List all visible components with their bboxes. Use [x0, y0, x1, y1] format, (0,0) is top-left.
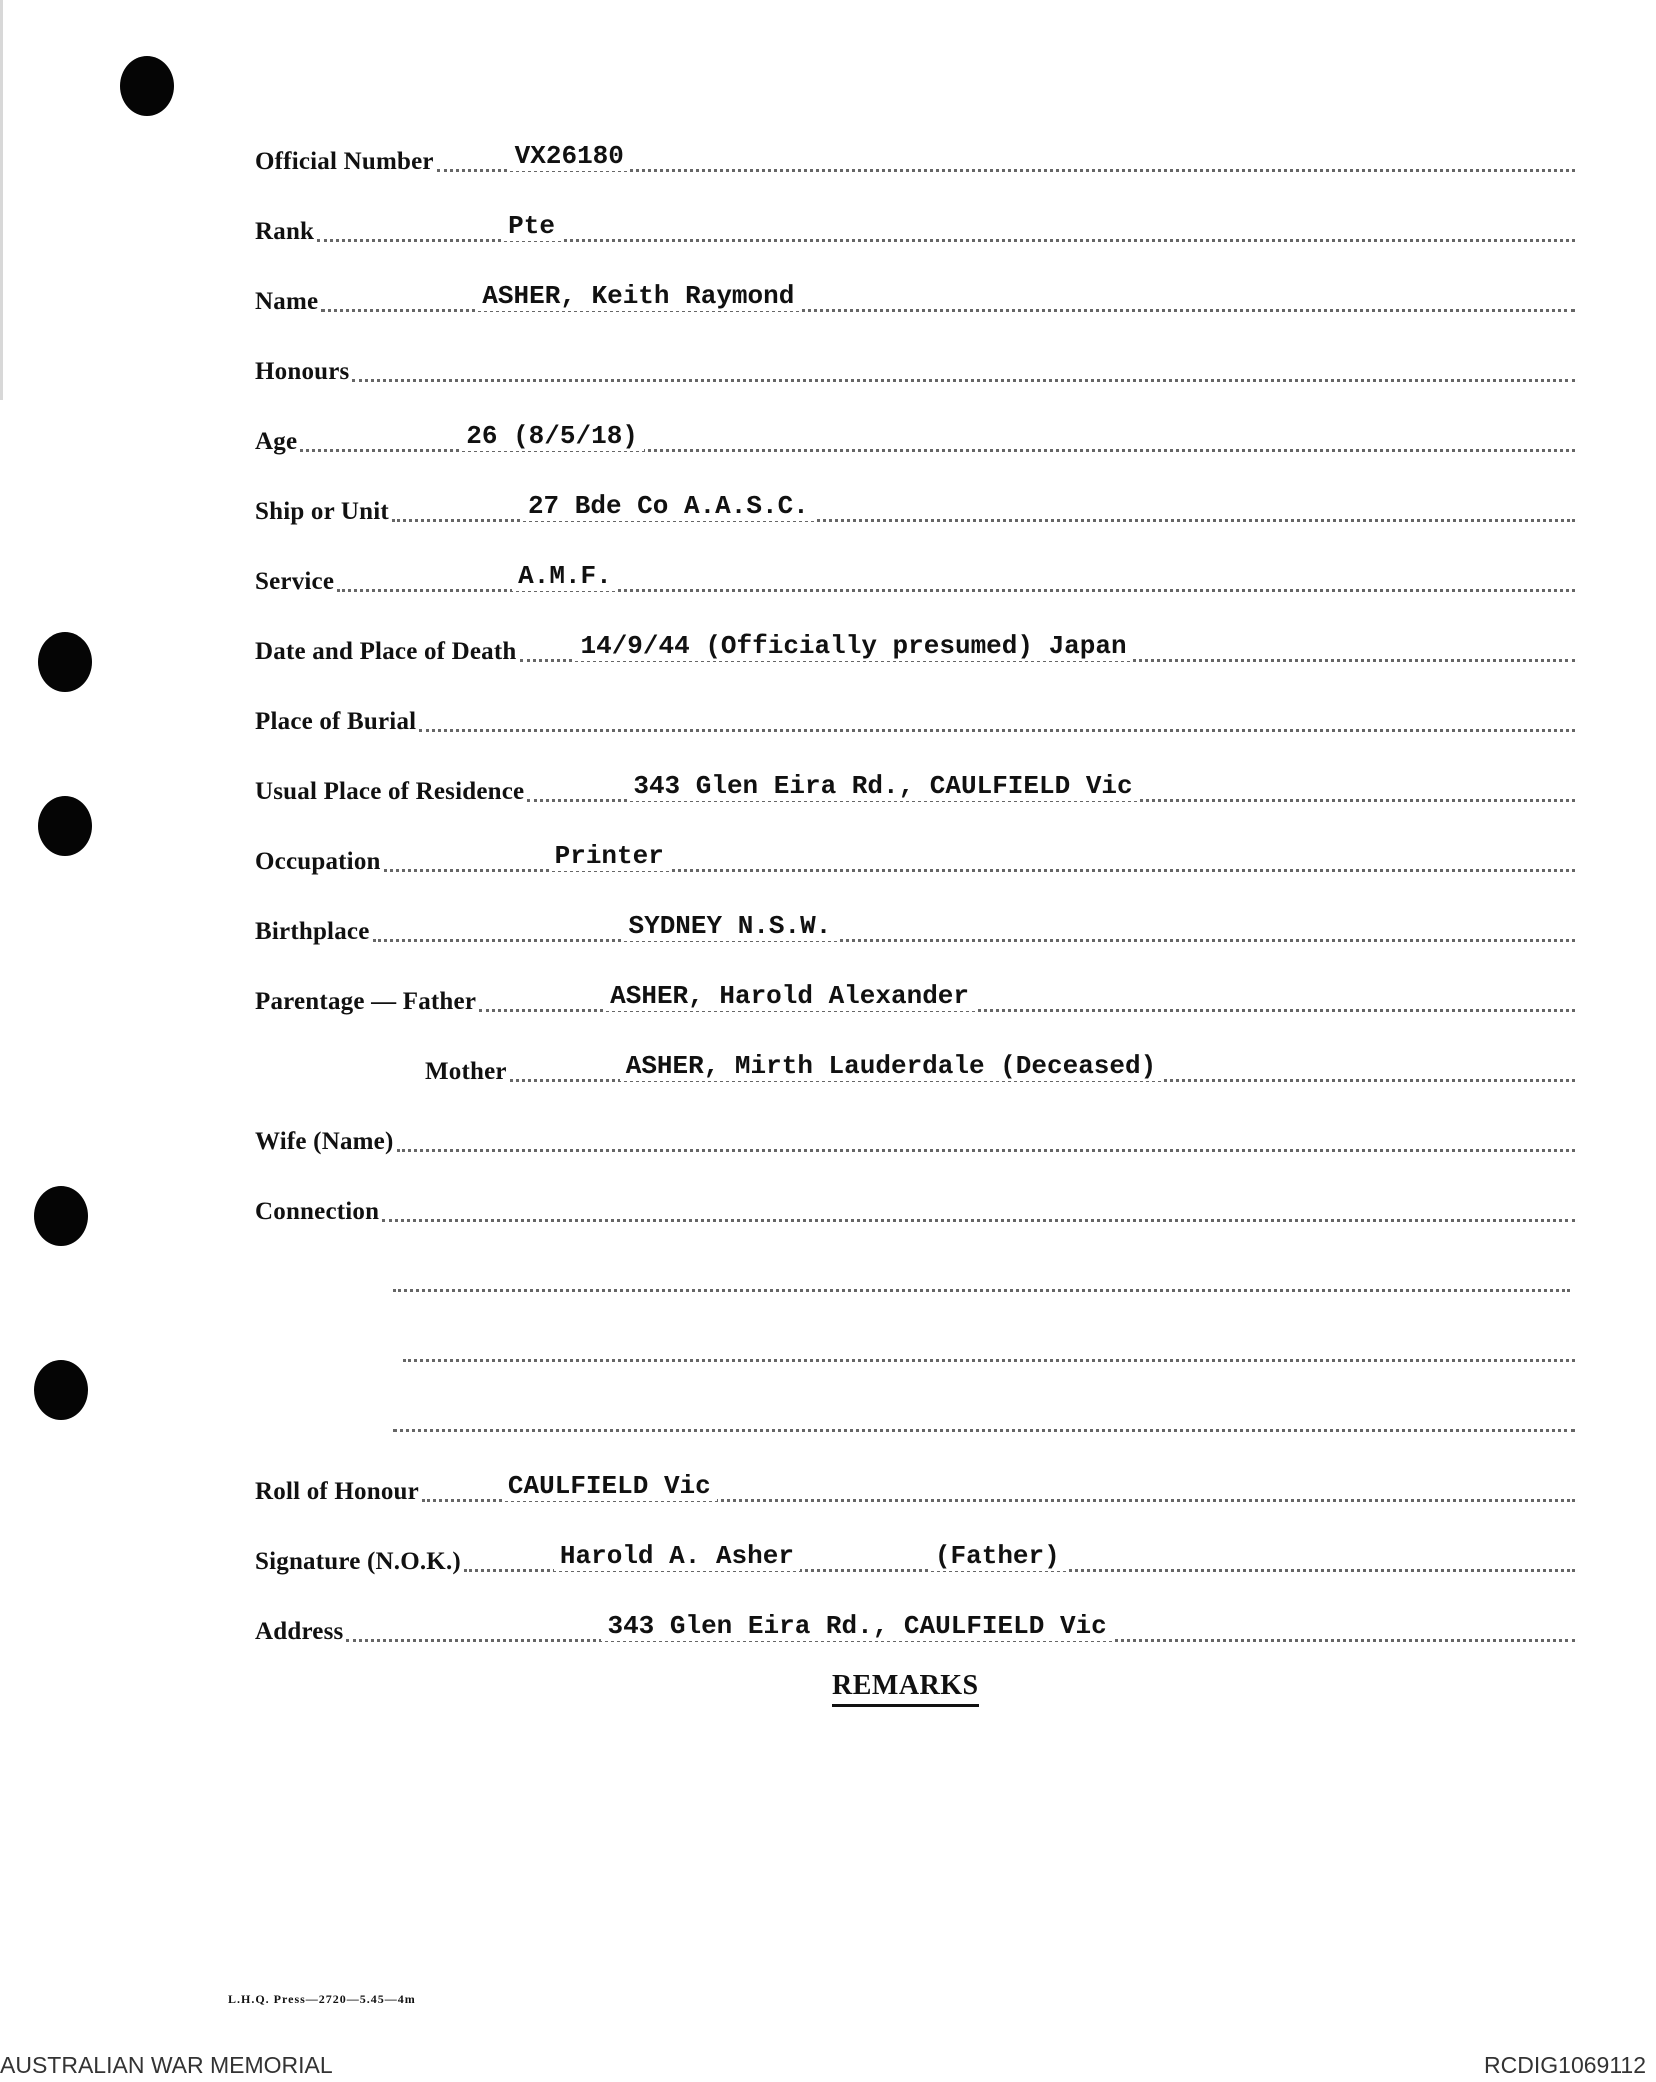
field-roll-of-honour: [255, 1460, 1575, 1510]
field-label: Occupation: [255, 848, 381, 875]
field-value: 26 (8/5/18): [460, 421, 644, 451]
field-value: CAULFIELD Vic: [502, 1471, 717, 1501]
field-occupation: [255, 830, 1575, 880]
field-label: Roll of Honour: [255, 1478, 419, 1505]
field-label: Rank: [255, 218, 315, 245]
field-value: Pte: [502, 211, 561, 241]
field-value: ASHER, Keith Raymond: [476, 281, 800, 311]
field-service: [255, 550, 1575, 600]
field-honours: [255, 340, 1575, 390]
field-label: Age: [255, 428, 298, 455]
blank-line: [390, 1390, 1575, 1440]
field-signature-nok: [255, 1530, 1575, 1580]
field-label: Honours: [255, 358, 350, 385]
field-value: Harold A. Asher: [554, 1541, 800, 1571]
blank-line: [400, 1320, 1575, 1370]
field-label: Parentage — Father: [255, 988, 477, 1015]
field-official-number: [255, 130, 1575, 180]
field-value: 343 Glen Eira Rd., CAULFIELD Vic: [627, 771, 1138, 801]
field-connection: [255, 1180, 1575, 1230]
field-birthplace: [255, 900, 1575, 950]
field-rank: [255, 200, 1575, 250]
field-address: [255, 1600, 1575, 1650]
field-value: A.M.F.: [512, 561, 618, 591]
field-value: ASHER, Mirth Lauderdale (Deceased): [620, 1051, 1163, 1081]
field-label: Date and Place of Death: [255, 638, 517, 665]
punch-hole: [38, 796, 92, 856]
record-id: RCDIG1069112: [1484, 2052, 1646, 2078]
field-date-place-of-death: [255, 620, 1575, 670]
field-value: 27 Bde Co A.A.S.C.: [522, 491, 815, 521]
field-value: Printer: [549, 841, 670, 871]
field-place-of-burial: [255, 690, 1575, 740]
scan-edge: [0, 0, 3, 400]
field-value: 343 Glen Eira Rd., CAULFIELD Vic: [601, 1611, 1112, 1641]
field-label: Place of Burial: [255, 708, 417, 735]
remarks-heading: REMARKS: [832, 1670, 979, 1707]
field-father: [255, 970, 1575, 1020]
field-age: [255, 410, 1575, 460]
field-value: VX26180: [509, 141, 630, 171]
field-label: Name: [255, 288, 319, 315]
field-wife: [255, 1110, 1575, 1160]
field-value: 14/9/44 (Officially presumed) Japan: [575, 631, 1133, 661]
field-label: Connection: [255, 1198, 380, 1225]
field-label: Birthplace: [255, 918, 370, 945]
field-label: Service: [255, 568, 335, 595]
field-label: Ship or Unit: [255, 498, 389, 525]
punch-hole: [120, 56, 174, 116]
punch-hole: [38, 632, 92, 692]
field-mother: [425, 1040, 1575, 1090]
punch-hole: [34, 1360, 88, 1420]
blank-line: [390, 1250, 1570, 1300]
field-name: [255, 270, 1575, 320]
punch-hole: [34, 1186, 88, 1246]
printer-imprint: L.H.Q. Press—2720—5.45—4m: [228, 1992, 416, 2006]
field-ship-or-unit: [255, 480, 1575, 530]
field-label: Signature (N.O.K.): [255, 1548, 461, 1575]
field-label: Wife (Name): [255, 1128, 394, 1155]
field-value-relation: (Father): [929, 1541, 1066, 1571]
field-label: Address: [255, 1618, 344, 1645]
archive-name: AUSTRALIAN WAR MEMORIAL: [0, 2052, 333, 2078]
field-label: Official Number: [255, 148, 434, 175]
field-usual-residence: [255, 760, 1575, 810]
field-label: Usual Place of Residence: [255, 778, 525, 805]
field-value: ASHER, Harold Alexander: [604, 981, 975, 1011]
field-value: SYDNEY N.S.W.: [623, 911, 838, 941]
field-label: Mother: [425, 1058, 507, 1085]
